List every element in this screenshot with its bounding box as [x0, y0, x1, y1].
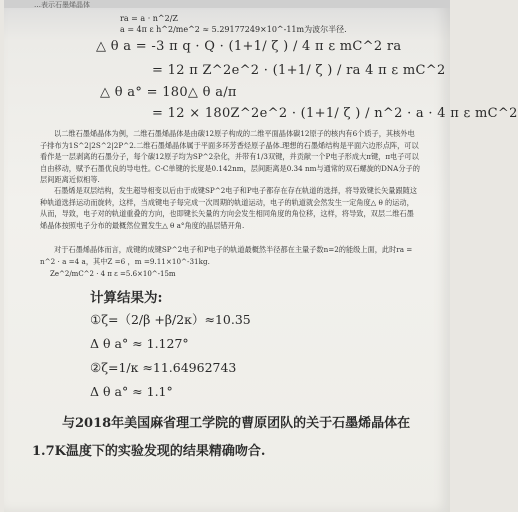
result-2-value: Δ θ a° ≈ 1.1° [90, 384, 173, 399]
conclusion-line-2: 1.7K温度下的实验发现的结果精确吻合. [32, 444, 266, 459]
result-1-value: Δ θ a° ≈ 1.127° [90, 336, 189, 351]
paragraph-3-formula: Ze^2/mC^2 · 4 π ε =5.6×10^-15m [50, 270, 176, 278]
paragraph-1: 以二维石墨烯晶体为例，二维石墨烯晶体是由碳12原子构成的二维平面晶体碳12原子的核内有6个质子，其核外电子排布为1S^2|2S^2|2P^2.二维石墨烯晶体属于平面多环芳香烃原子晶体.理想的石墨烯结构是平面六边形点阵，可以看作是一层剥离的石墨分子，每个碳12原子均为SP^2杂化，并带有1/3双键，并贡献一个P电子形成大π键，π电子可以自由移动，赋予石墨优良的导电性。C-C单键的长度是0.142nm，层间距离是0.34 nm与通常的双石螺旋的DNA分子的层间距离近似相等. [40, 129, 420, 185]
header-partial: …表示石墨烯晶体 [34, 1, 90, 9]
equation-4: = 12 × 180Z^2e^2 · (1+1/ ζ ) / n^2 · a · 4 π ε mC^2 [152, 106, 518, 121]
conclusion-line-1: 与2018年美国麻省理工学院的曹原团队的关于石墨烯晶体在 [62, 416, 411, 431]
equation-2: = 12 π Z^2e^2 · (1+1/ ζ ) / ra 4 π ε mC^2 [152, 63, 446, 78]
equation-3: △ θ a° = 180△ θ a/π [100, 85, 237, 100]
equation-1: △ θ a = -3 π q · Q · (1+1/ ζ ) / 4 π ε mC^2 ra [96, 39, 402, 54]
result-2: ②ζ=1/κ ≈11.64962743 [90, 360, 237, 375]
formula-a: a = 4π ε h^2/me^2 ≈ 5.29177249×10^-11m为波尔半径. [120, 25, 347, 34]
result-1: ①ζ=（2/β +β/2κ）≈10.35 [90, 312, 251, 327]
document-page [4, 0, 518, 512]
formula-ra: ra = a · n^2/Z [120, 14, 178, 23]
paragraph-2: 石墨烯是双层结构，发生超导相变以后由于成键SP^2电子和P电子都存在存在轨道的选择，将导致键长矢量跟随这种轨道选择运动而旋转，这样，当成键电子每完成一次周期的轨道运动，电子的轨道就会然发生一定角度△ θ 的运动，从而，导致，电子对的轨道重叠的方向，也即键长矢量的方向会发生相同角度的角位移，这样，将导致，双层二维石墨烯晶体按照电子分布的最概然位置发生△ θ a°角度的晶层错开角. [40, 186, 418, 230]
results-title: 计算结果为: [90, 290, 163, 306]
paragraph-3: 对于石墨烯晶体而言，成键的成键SP^2电子和P电子的轨道最概然半径都在主量子数n=2的能级上面，此时ra = n^2 · a =4 a，其中Z =6 ，m =9.11×10^-31kg. [40, 245, 413, 266]
